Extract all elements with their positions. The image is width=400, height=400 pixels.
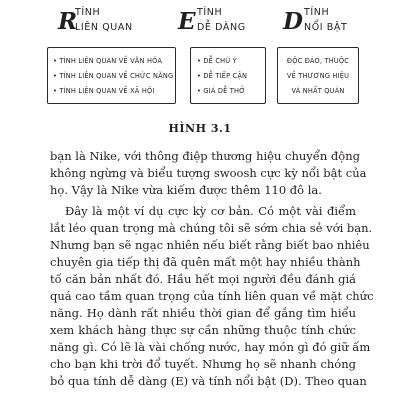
letter-d: D [283,8,303,35]
heading-distinctive-line1: TÍNH [304,7,330,18]
letter-r: R [58,8,78,35]
box-relevance [47,47,176,104]
heading-relevance-line1: TÍNH [75,7,101,18]
box-line: VÀ NHẤT QUÁN [291,87,345,95]
text-line: Đây là một ví dụ cực kỳ cơ bản. Có một vài điểm [65,204,356,218]
list-item: • TÍNH LIÊN QUAN VỀ CHỨC NĂNG [53,72,174,80]
text-line: chuyên gia tiếp thị đã quên mất một hay nhiều thành [50,255,361,269]
heading-distinctive-line2: NỔI BẬT [304,22,348,33]
text-line: bỏ qua tính dễ dàng (E) và tính nổi bật (D). Theo quan [50,374,367,388]
box-ease [190,47,266,104]
box-line: VỀ THƯƠNG HIỆU [286,72,350,80]
text-line: xem khách hàng thực sự cần những thuộc tính chức [50,323,356,337]
letter-e: E [178,8,196,35]
text-line: năng gì. Có lẽ là vài chống nước, hay món gì đó giữ ấm [50,340,371,354]
list-item: • DỄ CHÚ Ý [197,57,237,65]
text-line: không ngừng và biểu tượng swoosh cực kỳ nổi bật của [50,166,367,180]
text-line: họ. Vậy là Nike vừa kiếm được thêm 110 đô la. [50,183,322,197]
figure-caption: HÌNH 3.1 [168,122,232,135]
ruleofthree-figure [0,0,400,125]
text-line: cho bạn khi trời đổ tuyết. Nhưng họ sẽ nhanh chóng [50,357,356,371]
list-item: • TÍNH LIÊN QUAN VỀ VĂN HÓA [53,57,163,65]
heading-relevance-line2: LIÊN QUAN [75,22,133,33]
box-distinctive [277,47,359,104]
text-line: tố căn bản nhất đó. Hầu hết mọi người đều đánh giá [50,272,356,286]
heading-ease-line1: TÍNH [197,7,223,18]
text-line: lắt léo quan trọng mà chúng tôi sẽ sớm chia sẻ với bạn. [50,221,373,235]
text-line: năng. Họ dành rất nhiều thời gian để gắng tìm hiểu [50,306,356,320]
text-line: Nhưng bạn sẽ ngạc nhiên nếu biết rằng biết bao nhiêu [50,238,370,252]
text-line: bạn là Nike, với thông điệp thương hiệu chuyển động [50,149,360,163]
list-item: • TÍNH LIÊN QUAN VỀ XÃ HỘI [53,87,155,95]
heading-ease-line2: DỄ DÀNG [197,22,246,33]
text-line: quá cao tầm quan trọng của tính liên quan về mặt chức [50,289,374,303]
list-item: • GIÁ DỄ THỞ [197,87,246,95]
list-item: • DỄ TIẾP CẬN [197,72,248,80]
box-line: ĐỘC ĐÁO, THUỘC [286,57,350,65]
